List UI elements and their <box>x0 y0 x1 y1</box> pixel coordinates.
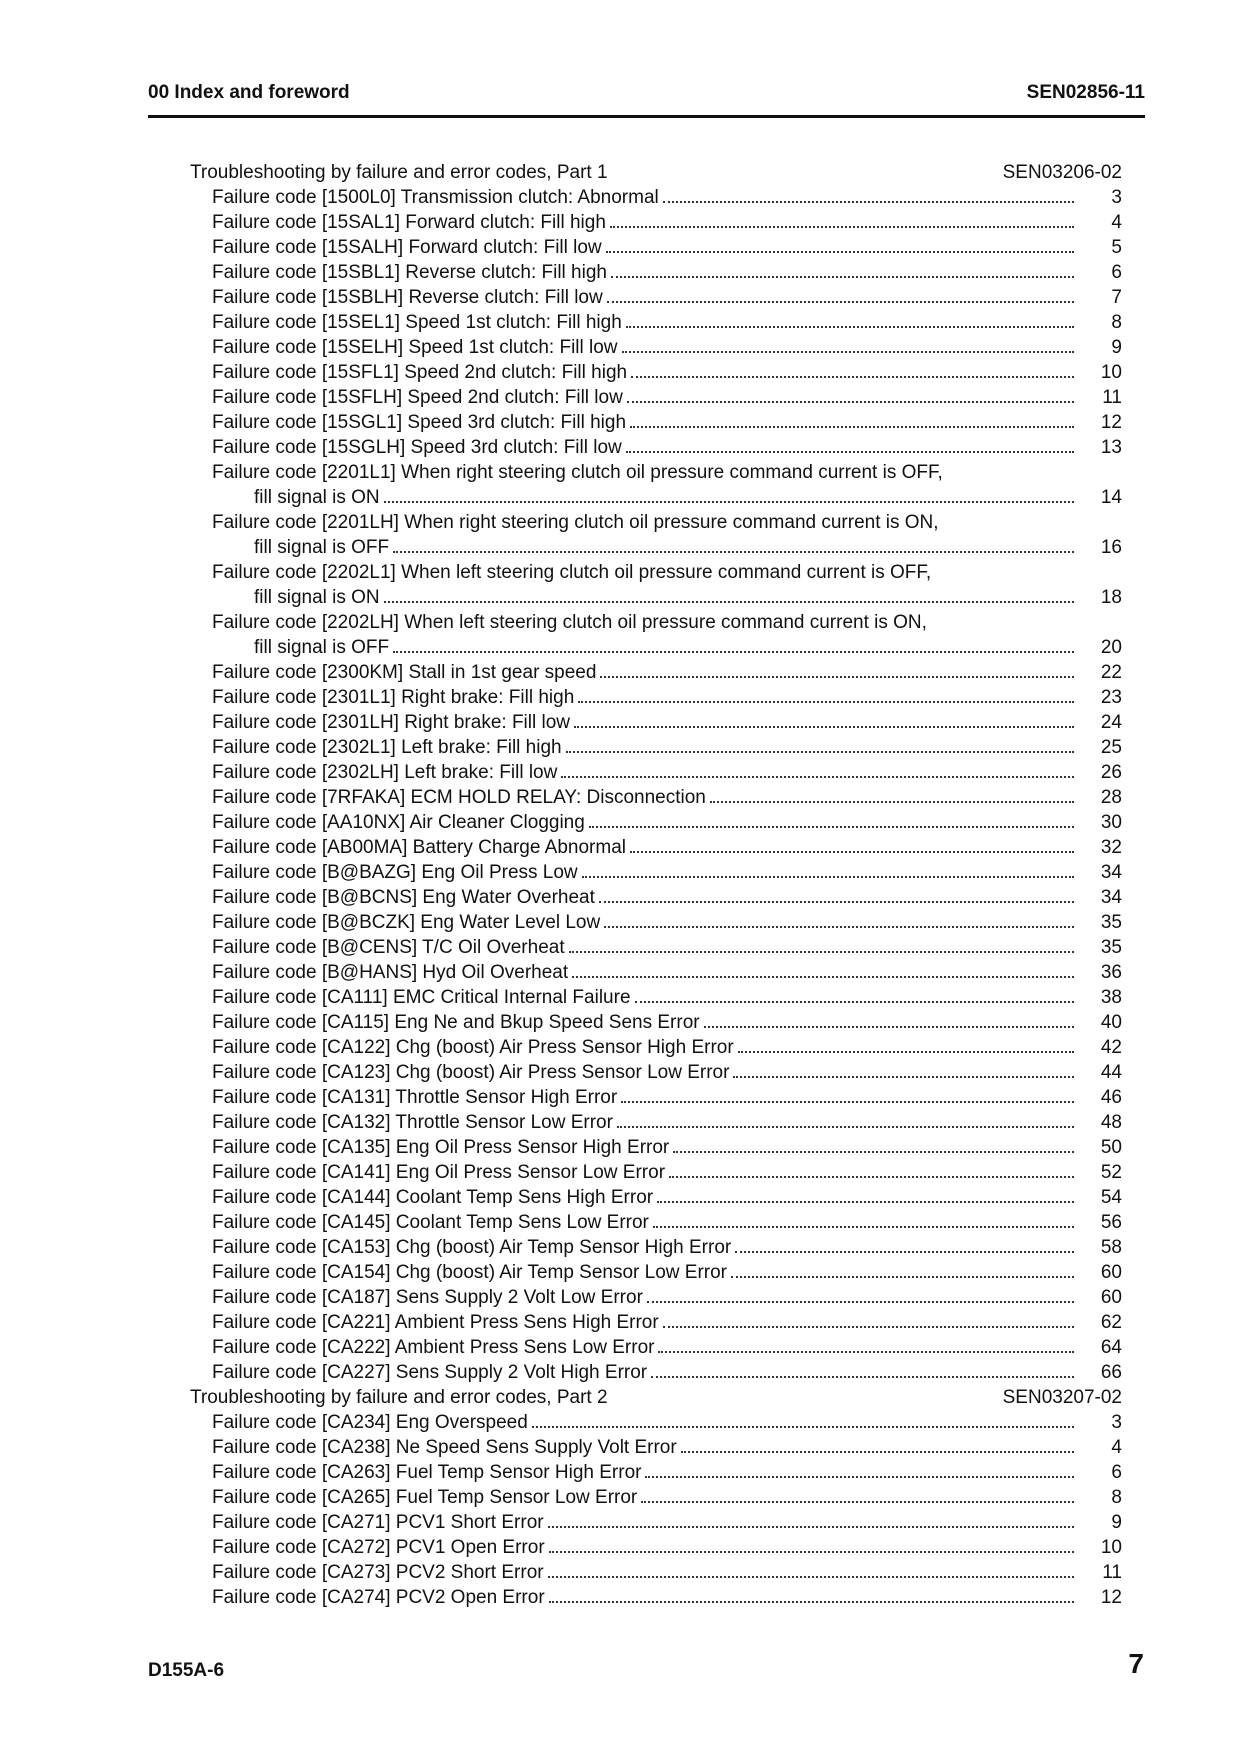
dot-leader <box>738 1051 1074 1053</box>
toc-entry[interactable] <box>190 760 1122 785</box>
entry-page-number: 14 <box>1100 487 1122 508</box>
toc-entry[interactable] <box>190 835 1122 860</box>
toc-entry[interactable] <box>190 1310 1122 1335</box>
entry-page-number: 54 <box>1100 1187 1122 1208</box>
entry-title: Failure code [15SEL1] Speed 1st clutch: Fill high <box>212 312 622 333</box>
entry-page-number: 35 <box>1100 937 1122 958</box>
entry-page-number: 16 <box>1100 537 1122 558</box>
toc-entry[interactable] <box>190 1510 1122 1535</box>
entry-title: Failure code [15SAL1] Forward clutch: Fill high <box>212 212 606 233</box>
entry-page-number: 10 <box>1100 1537 1122 1558</box>
entry-title: Failure code [CA265] Fuel Temp Sensor Low Error <box>212 1487 638 1508</box>
entry-page-number: 32 <box>1100 837 1122 858</box>
dot-leader <box>566 751 1074 753</box>
entry-page-number: 46 <box>1100 1087 1122 1108</box>
entry-title: Failure code [CA154] Chg (boost) Air Temp Sensor Low Error <box>212 1262 727 1283</box>
entry-title: Failure code [B@CENS] T/C Oil Overheat <box>212 937 565 958</box>
entry-page-number: 11 <box>1102 1562 1122 1583</box>
entry-page-number: 34 <box>1100 887 1122 908</box>
entry-title: Failure code [15SBL1] Reverse clutch: Fill high <box>212 262 607 283</box>
toc-entry[interactable] <box>190 1335 1122 1360</box>
section-document-code: SEN03206-02 <box>1002 162 1122 183</box>
toc-entry[interactable] <box>190 1410 1122 1435</box>
toc-entry[interactable] <box>190 260 1122 285</box>
entry-title: Failure code [CA132] Throttle Sensor Low Error <box>212 1112 613 1133</box>
entry-title: Failure code [CA221] Ambient Press Sens High Error <box>212 1312 659 1333</box>
entry-page-number: 18 <box>1100 587 1122 608</box>
dot-leader <box>393 551 1074 553</box>
entry-title: Failure code [CA222] Ambient Press Sens Low Error <box>212 1337 655 1358</box>
toc-entry[interactable] <box>190 910 1122 935</box>
entry-title: Failure code [2201L1] When right steering clutch oil pressure command current is OFF, <box>212 462 943 483</box>
entry-title: Failure code [2202L1] When left steering clutch oil pressure command current is OFF, <box>212 562 932 583</box>
dot-leader <box>549 1601 1074 1603</box>
entry-title: Failure code [B@BCNS] Eng Water Overheat <box>212 887 595 908</box>
entry-page-number: 28 <box>1100 787 1122 808</box>
footer-model: D155A-6 <box>148 1660 225 1681</box>
entry-page-number: 12 <box>1100 1587 1122 1608</box>
dot-leader <box>561 776 1074 778</box>
toc-entry[interactable] <box>190 1285 1122 1310</box>
toc-entry[interactable] <box>190 885 1122 910</box>
entry-page-number: 9 <box>1111 337 1122 358</box>
header-section-title: 00 Index and foreword <box>148 82 350 103</box>
entry-page-number: 5 <box>1111 237 1122 258</box>
dot-leader <box>641 1501 1074 1503</box>
entry-page-number: 3 <box>1111 187 1122 208</box>
toc-entry[interactable] <box>190 1185 1122 1210</box>
dot-leader <box>658 1351 1074 1353</box>
entry-title-continuation: fill signal is ON <box>254 487 380 508</box>
dot-leader <box>569 951 1074 953</box>
toc-entry[interactable] <box>190 1560 1122 1585</box>
entry-page-number: 12 <box>1100 412 1122 433</box>
dot-leader <box>673 1151 1074 1153</box>
toc-entry[interactable] <box>190 1235 1122 1260</box>
dot-leader <box>549 1551 1074 1553</box>
entry-page-number: 50 <box>1100 1137 1122 1158</box>
toc-entry[interactable] <box>190 960 1122 985</box>
dot-leader <box>710 801 1074 803</box>
entry-page-number: 8 <box>1111 312 1122 333</box>
entry-title: Failure code [15SBLH] Reverse clutch: Fill low <box>212 287 603 308</box>
entry-page-number: 10 <box>1100 362 1122 383</box>
entry-title: Failure code [CA238] Ne Speed Sens Supply Volt Error <box>212 1437 677 1458</box>
entry-page-number: 24 <box>1100 712 1122 733</box>
toc-entry[interactable] <box>190 610 1122 660</box>
toc-entry[interactable] <box>190 285 1122 310</box>
entry-title: Failure code [15SGL1] Speed 3rd clutch: Fill high <box>212 412 627 433</box>
footer-page-number: 7 <box>1128 1648 1144 1679</box>
dot-leader <box>611 276 1074 278</box>
dot-leader <box>669 1176 1074 1178</box>
toc-entry[interactable] <box>190 660 1122 685</box>
entry-page-number: 52 <box>1100 1162 1122 1183</box>
entry-title: Failure code [CA131] Throttle Sensor High Error <box>212 1087 618 1108</box>
entry-title: Failure code [CA135] Eng Oil Press Sensor High Error <box>212 1137 670 1158</box>
dot-leader <box>610 226 1074 228</box>
entry-page-number: 6 <box>1111 1462 1122 1483</box>
entry-page-number: 48 <box>1100 1112 1122 1133</box>
entry-title: Failure code [2300KM] Stall in 1st gear speed <box>212 662 597 683</box>
entry-page-number: 7 <box>1111 287 1122 308</box>
dot-leader <box>645 1476 1074 1478</box>
entry-title: Failure code [1500L0] Transmission clutch: Abnormal <box>212 187 659 208</box>
entry-page-number: 8 <box>1111 1487 1122 1508</box>
entry-title: Failure code [15SFL1] Speed 2nd clutch: Fill high <box>212 362 628 383</box>
entry-title: Failure code [CA123] Chg (boost) Air Press Sensor Low Error <box>212 1062 730 1083</box>
toc-entry[interactable] <box>190 1135 1122 1160</box>
toc-section-heading[interactable] <box>190 1385 1122 1410</box>
dot-leader <box>574 726 1074 728</box>
entry-title: Failure code [CA115] Eng Ne and Bkup Speed Sens Error <box>212 1012 700 1033</box>
entry-title: Failure code [CA145] Coolant Temp Sens Low Error <box>212 1212 649 1233</box>
entry-title-continuation: fill signal is OFF <box>254 537 390 558</box>
entry-title: Failure code [B@BAZG] Eng Oil Press Low <box>212 862 578 883</box>
toc-entry[interactable] <box>190 385 1122 410</box>
dot-leader <box>572 976 1074 978</box>
dot-leader <box>733 1076 1074 1078</box>
entry-title: Failure code [15SALH] Forward clutch: Fill low <box>212 237 602 258</box>
entry-title: Failure code [AA10NX] Air Cleaner Clogging <box>212 812 585 833</box>
entry-title: Failure code [CA111] EMC Critical Internal Failure <box>212 987 631 1008</box>
toc-entry[interactable] <box>190 360 1122 385</box>
entry-page-number: 23 <box>1100 687 1122 708</box>
entry-title: Failure code [AB00MA] Battery Charge Abnormal <box>212 837 626 858</box>
entry-page-number: 64 <box>1100 1337 1122 1358</box>
header-document-code: SEN02856-11 <box>1026 82 1145 103</box>
toc-entry[interactable] <box>190 185 1122 210</box>
entry-page-number: 34 <box>1100 862 1122 883</box>
entry-title-continuation: fill signal is ON <box>254 587 380 608</box>
toc-entry[interactable] <box>190 210 1122 235</box>
entry-page-number: 38 <box>1100 987 1122 1008</box>
dot-leader <box>657 1201 1074 1203</box>
section-title: Troubleshooting by failure and error codes, Part 2 <box>190 1387 608 1408</box>
dot-leader <box>548 1526 1074 1528</box>
toc-entry[interactable] <box>190 1085 1122 1110</box>
section-document-code: SEN03207-02 <box>1002 1387 1122 1408</box>
entry-title: Failure code [CA263] Fuel Temp Sensor High Error <box>212 1462 642 1483</box>
entry-title: Failure code [2302L1] Left brake: Fill high <box>212 737 562 758</box>
toc-entry[interactable] <box>190 935 1122 960</box>
toc-entry[interactable] <box>190 735 1122 760</box>
entry-page-number: 25 <box>1100 737 1122 758</box>
toc-entry[interactable] <box>190 460 1122 510</box>
dot-leader <box>635 1001 1074 1003</box>
toc-section-heading[interactable] <box>190 160 1122 185</box>
entry-page-number: 4 <box>1111 1437 1122 1458</box>
dot-leader <box>735 1251 1074 1253</box>
dot-leader <box>663 1326 1074 1328</box>
toc-entry[interactable] <box>190 1585 1122 1610</box>
dot-leader <box>651 1376 1074 1378</box>
dot-leader <box>630 426 1074 428</box>
entry-title: Failure code [CA122] Chg (boost) Air Press Sensor High Error <box>212 1037 734 1058</box>
dot-leader <box>384 501 1074 503</box>
dot-leader <box>647 1301 1074 1303</box>
dot-leader <box>600 676 1074 678</box>
toc-entry[interactable] <box>190 435 1122 460</box>
toc-entry[interactable] <box>190 785 1122 810</box>
entry-title: Failure code [CA144] Coolant Temp Sens High Error <box>212 1187 654 1208</box>
toc-entry[interactable] <box>190 1035 1122 1060</box>
entry-page-number: 66 <box>1100 1362 1122 1383</box>
toc-entry[interactable] <box>190 510 1122 560</box>
entry-title: Failure code [CA141] Eng Oil Press Sensor Low Error <box>212 1162 666 1183</box>
entry-title: Failure code [CA273] PCV2 Short Error <box>212 1562 544 1583</box>
entry-page-number: 60 <box>1100 1262 1122 1283</box>
dot-leader <box>589 826 1074 828</box>
toc-entry[interactable] <box>190 810 1122 835</box>
dot-leader <box>622 351 1074 353</box>
toc-entry[interactable] <box>190 560 1122 610</box>
entry-title: Failure code [2201LH] When right steering clutch oil pressure command current is ON, <box>212 512 939 533</box>
dot-leader <box>704 1026 1074 1028</box>
entry-page-number: 60 <box>1100 1287 1122 1308</box>
entry-page-number: 26 <box>1100 762 1122 783</box>
dot-leader <box>626 326 1074 328</box>
section-title: Troubleshooting by failure and error codes, Part 1 <box>190 162 608 183</box>
dot-leader <box>631 376 1074 378</box>
entry-page-number: 56 <box>1100 1212 1122 1233</box>
dot-leader <box>578 701 1074 703</box>
toc-entry[interactable] <box>190 1360 1122 1385</box>
dot-leader <box>606 251 1074 253</box>
entry-title: Failure code [15SGLH] Speed 3rd clutch: Fill low <box>212 437 622 458</box>
entry-page-number: 3 <box>1111 1412 1122 1433</box>
entry-page-number: 6 <box>1111 262 1122 283</box>
entry-title-continuation: fill signal is OFF <box>254 637 390 658</box>
dot-leader <box>599 901 1074 903</box>
entry-page-number: 22 <box>1100 662 1122 683</box>
entry-page-number: 4 <box>1111 212 1122 233</box>
entry-title: Failure code [CA227] Sens Supply 2 Volt High Error <box>212 1362 648 1383</box>
toc-entry[interactable] <box>190 710 1122 735</box>
entry-title: Failure code [15SELH] Speed 1st clutch: Fill low <box>212 337 618 358</box>
toc-entry[interactable] <box>190 1485 1122 1510</box>
entry-title: Failure code [CA271] PCV1 Short Error <box>212 1512 544 1533</box>
entry-page-number: 30 <box>1100 812 1122 833</box>
entry-title: Failure code [CA272] PCV1 Open Error <box>212 1537 545 1558</box>
dot-leader <box>607 301 1074 303</box>
entry-title: Failure code [7RFAKA] ECM HOLD RELAY: Disconnection <box>212 787 706 808</box>
entry-page-number: 36 <box>1100 962 1122 983</box>
dot-leader <box>653 1226 1074 1228</box>
entry-title: Failure code [CA234] Eng Overspeed <box>212 1412 528 1433</box>
toc-entry[interactable] <box>190 1435 1122 1460</box>
entry-page-number: 20 <box>1100 637 1122 658</box>
entry-page-number: 11 <box>1102 387 1122 408</box>
entry-page-number: 44 <box>1100 1062 1122 1083</box>
entry-title: Failure code [2301LH] Right brake: Fill low <box>212 712 571 733</box>
entry-title: Failure code [CA153] Chg (boost) Air Temp Sensor High Error <box>212 1237 732 1258</box>
entry-page-number: 40 <box>1100 1012 1122 1033</box>
dot-leader <box>548 1576 1074 1578</box>
toc-entry[interactable] <box>190 235 1122 260</box>
entry-title: Failure code [CA274] PCV2 Open Error <box>212 1587 545 1608</box>
dot-leader <box>731 1276 1074 1278</box>
entry-title: Failure code [2302LH] Left brake: Fill low <box>212 762 558 783</box>
dot-leader <box>681 1451 1074 1453</box>
entry-page-number: 13 <box>1100 437 1122 458</box>
page-header <box>148 82 1145 118</box>
dot-leader <box>621 1101 1074 1103</box>
toc-entry[interactable] <box>190 860 1122 885</box>
toc-entry[interactable] <box>190 1060 1122 1085</box>
dot-leader <box>384 601 1074 603</box>
entry-title: Failure code [2202LH] When left steering clutch oil pressure command current is ON, <box>212 612 927 633</box>
toc-entry[interactable] <box>190 1110 1122 1135</box>
dot-leader <box>617 1126 1074 1128</box>
entry-title: Failure code [B@HANS] Hyd Oil Overheat <box>212 962 569 983</box>
dot-leader <box>626 451 1074 453</box>
toc-entry[interactable] <box>190 1460 1122 1485</box>
entry-title: Failure code [15SFLH] Speed 2nd clutch: Fill low <box>212 387 623 408</box>
toc-entry[interactable] <box>190 310 1122 335</box>
toc-entry[interactable] <box>190 985 1122 1010</box>
toc-entry[interactable] <box>190 1160 1122 1185</box>
dot-leader <box>582 876 1074 878</box>
entry-page-number: 42 <box>1100 1037 1122 1058</box>
toc-entry[interactable] <box>190 1260 1122 1285</box>
toc-entry[interactable] <box>190 410 1122 435</box>
dot-leader <box>532 1426 1074 1428</box>
dot-leader <box>630 851 1074 853</box>
entry-page-number: 58 <box>1100 1237 1122 1258</box>
toc-entry[interactable] <box>190 1535 1122 1560</box>
entry-title: Failure code [B@BCZK] Eng Water Level Low <box>212 912 601 933</box>
entry-title: Failure code [CA187] Sens Supply 2 Volt Low Error <box>212 1287 643 1308</box>
toc-entry[interactable] <box>190 1210 1122 1235</box>
dot-leader <box>627 401 1074 403</box>
dot-leader <box>604 926 1074 928</box>
entry-title: Failure code [2301L1] Right brake: Fill high <box>212 687 575 708</box>
table-of-contents <box>190 160 1122 1610</box>
entry-page-number: 62 <box>1100 1312 1122 1333</box>
toc-entry[interactable] <box>190 685 1122 710</box>
entry-page-number: 9 <box>1111 1512 1122 1533</box>
entry-page-number: 35 <box>1100 912 1122 933</box>
dot-leader <box>663 201 1074 203</box>
toc-entry[interactable] <box>190 335 1122 360</box>
toc-entry[interactable] <box>190 1010 1122 1035</box>
dot-leader <box>393 651 1074 653</box>
